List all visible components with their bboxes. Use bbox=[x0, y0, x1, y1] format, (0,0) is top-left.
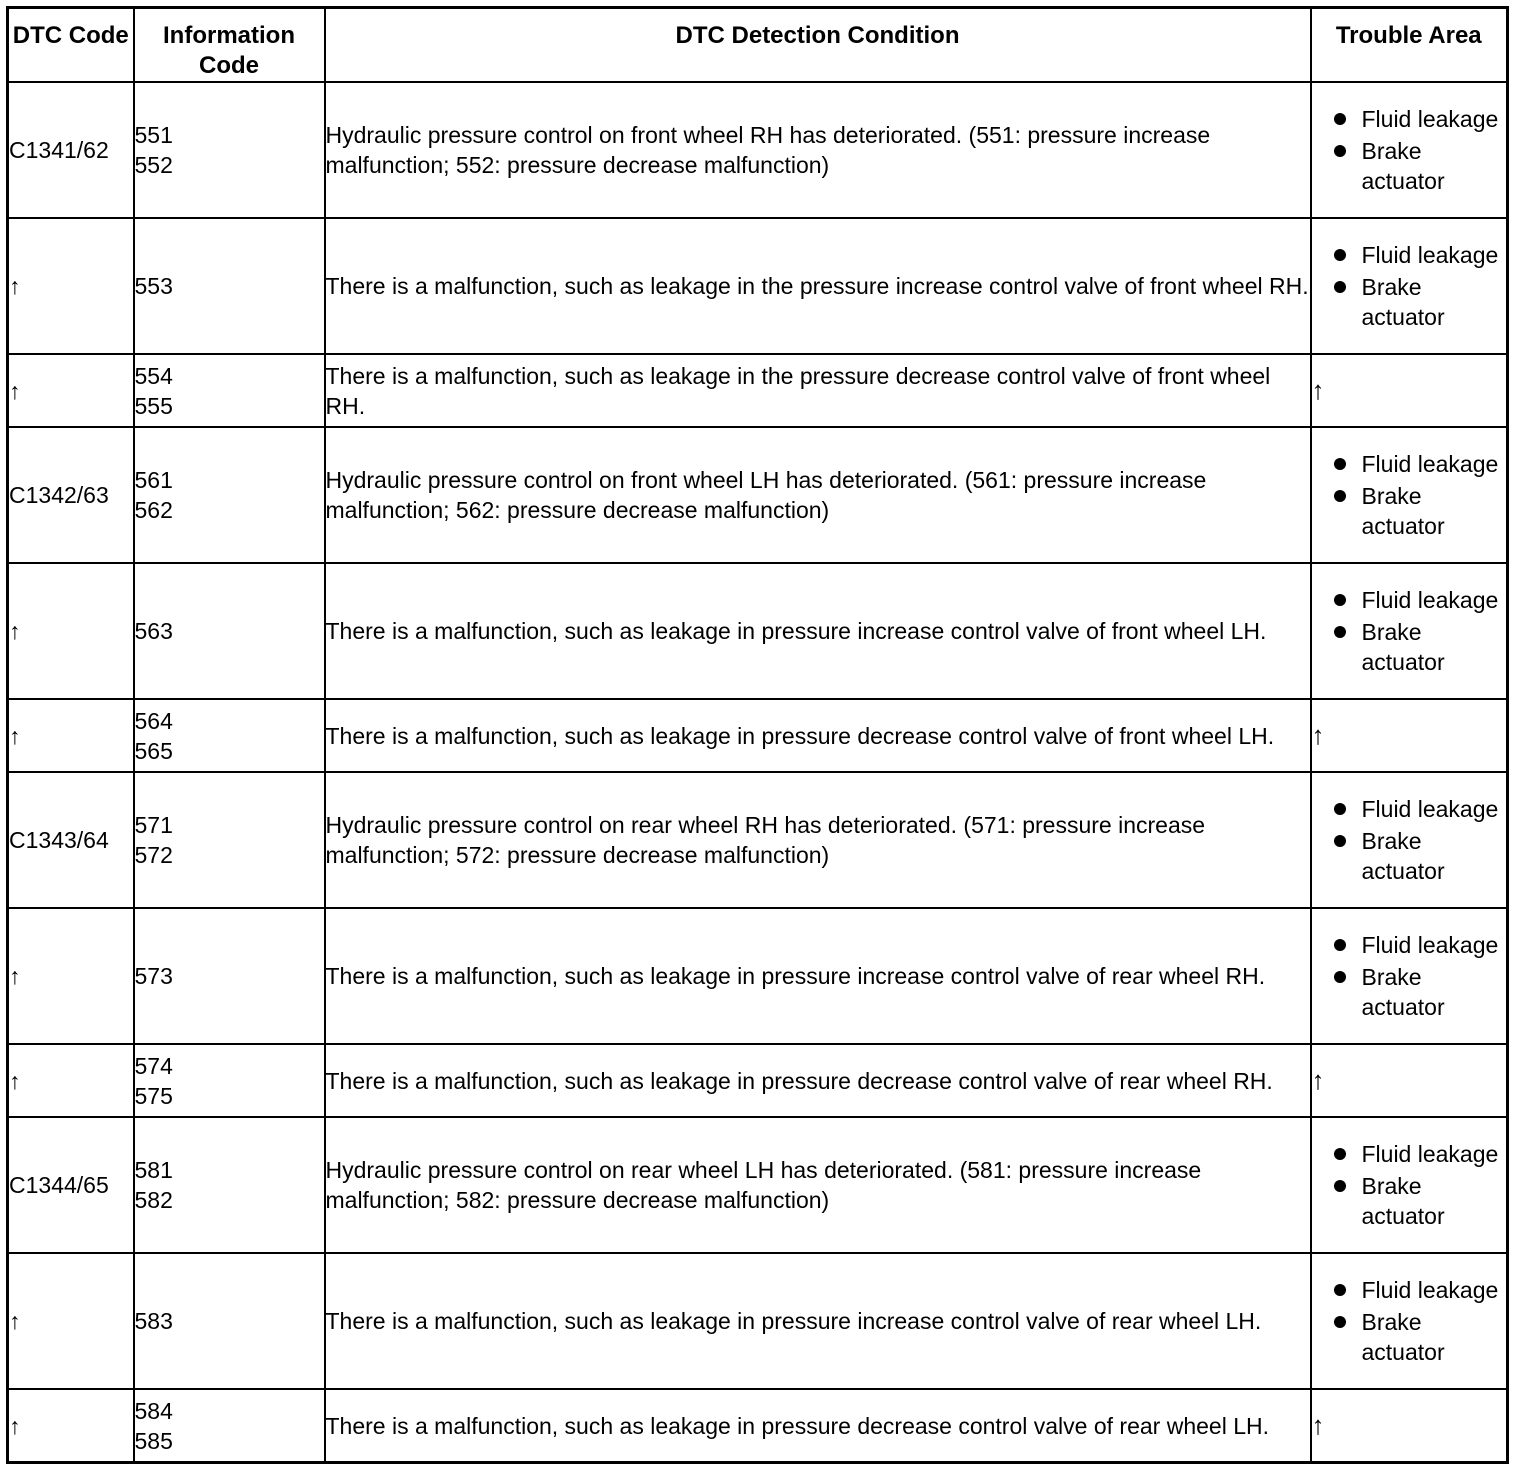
information-code-value: 582 bbox=[134, 1187, 173, 1213]
trouble-area-item: Brake actuator bbox=[1312, 136, 1507, 196]
information-code-value: 561 bbox=[134, 467, 173, 493]
trouble-area-list bbox=[1312, 449, 1507, 541]
information-code-value: 563 bbox=[134, 618, 173, 644]
cell-information-code bbox=[134, 563, 325, 699]
trouble-area-item: Fluid leakage bbox=[1312, 585, 1507, 615]
cell-detection-condition: There is a malfunction, such as leakage in pressure increase control valve of rear wheel LH. bbox=[325, 1253, 1311, 1389]
information-code-value: 554 bbox=[134, 362, 173, 389]
trouble-area-item: Fluid leakage bbox=[1312, 104, 1507, 134]
table-header bbox=[8, 8, 1508, 83]
cell-dtc-code: ↑ bbox=[8, 1253, 134, 1389]
information-code-value: 583 bbox=[134, 1308, 173, 1334]
cell-information-code bbox=[134, 1117, 325, 1253]
cell-detection-condition: Hydraulic pressure control on rear wheel LH has deteriorated. (581: pressure increase malfunction; 582: pressure decrease malfunction) bbox=[325, 1117, 1311, 1253]
cell-dtc-code: C1344/65 bbox=[8, 1117, 134, 1253]
cell-information-code bbox=[134, 82, 325, 218]
cell-information-code bbox=[134, 1253, 325, 1389]
cell-trouble-area bbox=[1311, 354, 1508, 427]
table-row bbox=[8, 1117, 1508, 1253]
information-code-value: 585 bbox=[134, 1427, 173, 1454]
cell-trouble-area bbox=[1311, 1389, 1508, 1463]
cell-trouble-area bbox=[1311, 772, 1508, 908]
trouble-area-item: Fluid leakage bbox=[1312, 449, 1507, 479]
trouble-area-item: Fluid leakage bbox=[1312, 930, 1507, 960]
information-code-value: 565 bbox=[134, 737, 173, 764]
cell-dtc-code: C1341/62 bbox=[8, 82, 134, 218]
cell-detection-condition: There is a malfunction, such as leakage in pressure decrease control valve of rear wheel LH. bbox=[325, 1389, 1311, 1463]
trouble-area-list bbox=[1312, 1275, 1507, 1367]
table-row bbox=[8, 908, 1508, 1044]
cell-detection-condition: There is a malfunction, such as leakage in the pressure increase control valve of front wheel RH. bbox=[325, 218, 1311, 354]
table-row bbox=[8, 427, 1508, 563]
trouble-area-item: Fluid leakage bbox=[1312, 1275, 1507, 1305]
cell-dtc-code: ↑ bbox=[8, 218, 134, 354]
table-row bbox=[8, 1044, 1508, 1117]
cell-dtc-code: ↑ bbox=[8, 1044, 134, 1117]
same-as-above-marker: ↑ bbox=[1311, 375, 1325, 405]
cell-trouble-area bbox=[1311, 563, 1508, 699]
table-row bbox=[8, 354, 1508, 427]
cell-dtc-code: ↑ bbox=[8, 908, 134, 1044]
trouble-area-item: Brake actuator bbox=[1312, 617, 1507, 677]
header-detection-condition: DTC Detection Condition bbox=[325, 8, 1311, 83]
cell-dtc-code: ↑ bbox=[8, 563, 134, 699]
cell-detection-condition: There is a malfunction, such as leakage in pressure increase control valve of front wheel LH. bbox=[325, 563, 1311, 699]
trouble-area-item: Brake actuator bbox=[1312, 1307, 1507, 1367]
cell-dtc-code: C1342/63 bbox=[8, 427, 134, 563]
dtc-table bbox=[6, 6, 1509, 1464]
cell-dtc-code: ↑ bbox=[8, 354, 134, 427]
table-row bbox=[8, 772, 1508, 908]
information-code-value: 575 bbox=[134, 1082, 173, 1109]
table-row bbox=[8, 82, 1508, 218]
cell-dtc-code: ↑ bbox=[8, 1389, 134, 1463]
information-code-value: 552 bbox=[134, 152, 173, 178]
cell-trouble-area bbox=[1311, 699, 1508, 772]
same-as-above-marker: ↑ bbox=[1311, 1410, 1325, 1440]
cell-detection-condition: Hydraulic pressure control on rear wheel RH has deteriorated. (571: pressure increase malfunction; 572: pressure decrease malfunction) bbox=[325, 772, 1311, 908]
table-row bbox=[8, 218, 1508, 354]
trouble-area-item: Brake actuator bbox=[1312, 826, 1507, 886]
trouble-area-list bbox=[1312, 104, 1507, 196]
table-row bbox=[8, 563, 1508, 699]
cell-information-code bbox=[134, 772, 325, 908]
header-dtc-code: DTC Code bbox=[8, 8, 134, 83]
cell-detection-condition: Hydraulic pressure control on front wheel RH has deteriorated. (551: pressure increase malfunction; 552: pressure decrease malfunction) bbox=[325, 82, 1311, 218]
information-code-value: 555 bbox=[134, 392, 173, 419]
header-trouble-area: Trouble Area bbox=[1311, 8, 1508, 83]
cell-information-code bbox=[134, 908, 325, 1044]
cell-information-code bbox=[134, 1389, 325, 1463]
trouble-area-list bbox=[1312, 794, 1507, 886]
trouble-area-list bbox=[1312, 930, 1507, 1022]
cell-trouble-area bbox=[1311, 1253, 1508, 1389]
table-row bbox=[8, 699, 1508, 772]
information-code-value: 574 bbox=[134, 1052, 173, 1079]
information-code-value: 571 bbox=[134, 812, 173, 838]
cell-trouble-area bbox=[1311, 1044, 1508, 1117]
cell-detection-condition: Hydraulic pressure control on front wheel LH has deteriorated. (561: pressure increase malfunction; 562: pressure decrease malfunction) bbox=[325, 427, 1311, 563]
cell-information-code bbox=[134, 354, 325, 427]
table-row bbox=[8, 1253, 1508, 1389]
trouble-area-list bbox=[1312, 1139, 1507, 1231]
table-body bbox=[8, 82, 1508, 1463]
information-code-value: 564 bbox=[134, 707, 173, 734]
trouble-area-item: Brake actuator bbox=[1312, 272, 1507, 332]
trouble-area-list bbox=[1312, 240, 1507, 332]
cell-trouble-area bbox=[1311, 908, 1508, 1044]
cell-detection-condition: There is a malfunction, such as leakage in pressure increase control valve of rear wheel RH. bbox=[325, 908, 1311, 1044]
information-code-value: 584 bbox=[134, 1397, 173, 1424]
cell-trouble-area bbox=[1311, 82, 1508, 218]
same-as-above-marker: ↑ bbox=[1311, 720, 1325, 750]
cell-information-code bbox=[134, 218, 325, 354]
cell-trouble-area bbox=[1311, 1117, 1508, 1253]
trouble-area-item: Brake actuator bbox=[1312, 1171, 1507, 1231]
cell-detection-condition: There is a malfunction, such as leakage in pressure decrease control valve of rear wheel RH. bbox=[325, 1044, 1311, 1117]
trouble-area-item: Brake actuator bbox=[1312, 962, 1507, 1022]
same-as-above-marker: ↑ bbox=[1311, 1065, 1325, 1095]
cell-trouble-area bbox=[1311, 218, 1508, 354]
header-information-code: Information Code bbox=[134, 8, 325, 83]
information-code-value: 573 bbox=[134, 963, 173, 989]
cell-dtc-code: C1343/64 bbox=[8, 772, 134, 908]
cell-information-code bbox=[134, 427, 325, 563]
cell-detection-condition: There is a malfunction, such as leakage in pressure decrease control valve of front wheel LH. bbox=[325, 699, 1311, 772]
trouble-area-item: Fluid leakage bbox=[1312, 794, 1507, 824]
cell-information-code bbox=[134, 699, 325, 772]
table-row bbox=[8, 1389, 1508, 1463]
cell-dtc-code: ↑ bbox=[8, 699, 134, 772]
trouble-area-list bbox=[1312, 585, 1507, 677]
information-code-value: 551 bbox=[134, 122, 173, 148]
cell-trouble-area bbox=[1311, 427, 1508, 563]
information-code-value: 553 bbox=[134, 273, 173, 299]
information-code-value: 572 bbox=[134, 842, 173, 868]
cell-detection-condition: There is a malfunction, such as leakage in the pressure decrease control valve of front wheel RH. bbox=[325, 354, 1311, 427]
trouble-area-item: Fluid leakage bbox=[1312, 240, 1507, 270]
information-code-value: 562 bbox=[134, 497, 173, 523]
trouble-area-item: Brake actuator bbox=[1312, 481, 1507, 541]
cell-information-code bbox=[134, 1044, 325, 1117]
information-code-value: 581 bbox=[134, 1157, 173, 1183]
trouble-area-item: Fluid leakage bbox=[1312, 1139, 1507, 1169]
